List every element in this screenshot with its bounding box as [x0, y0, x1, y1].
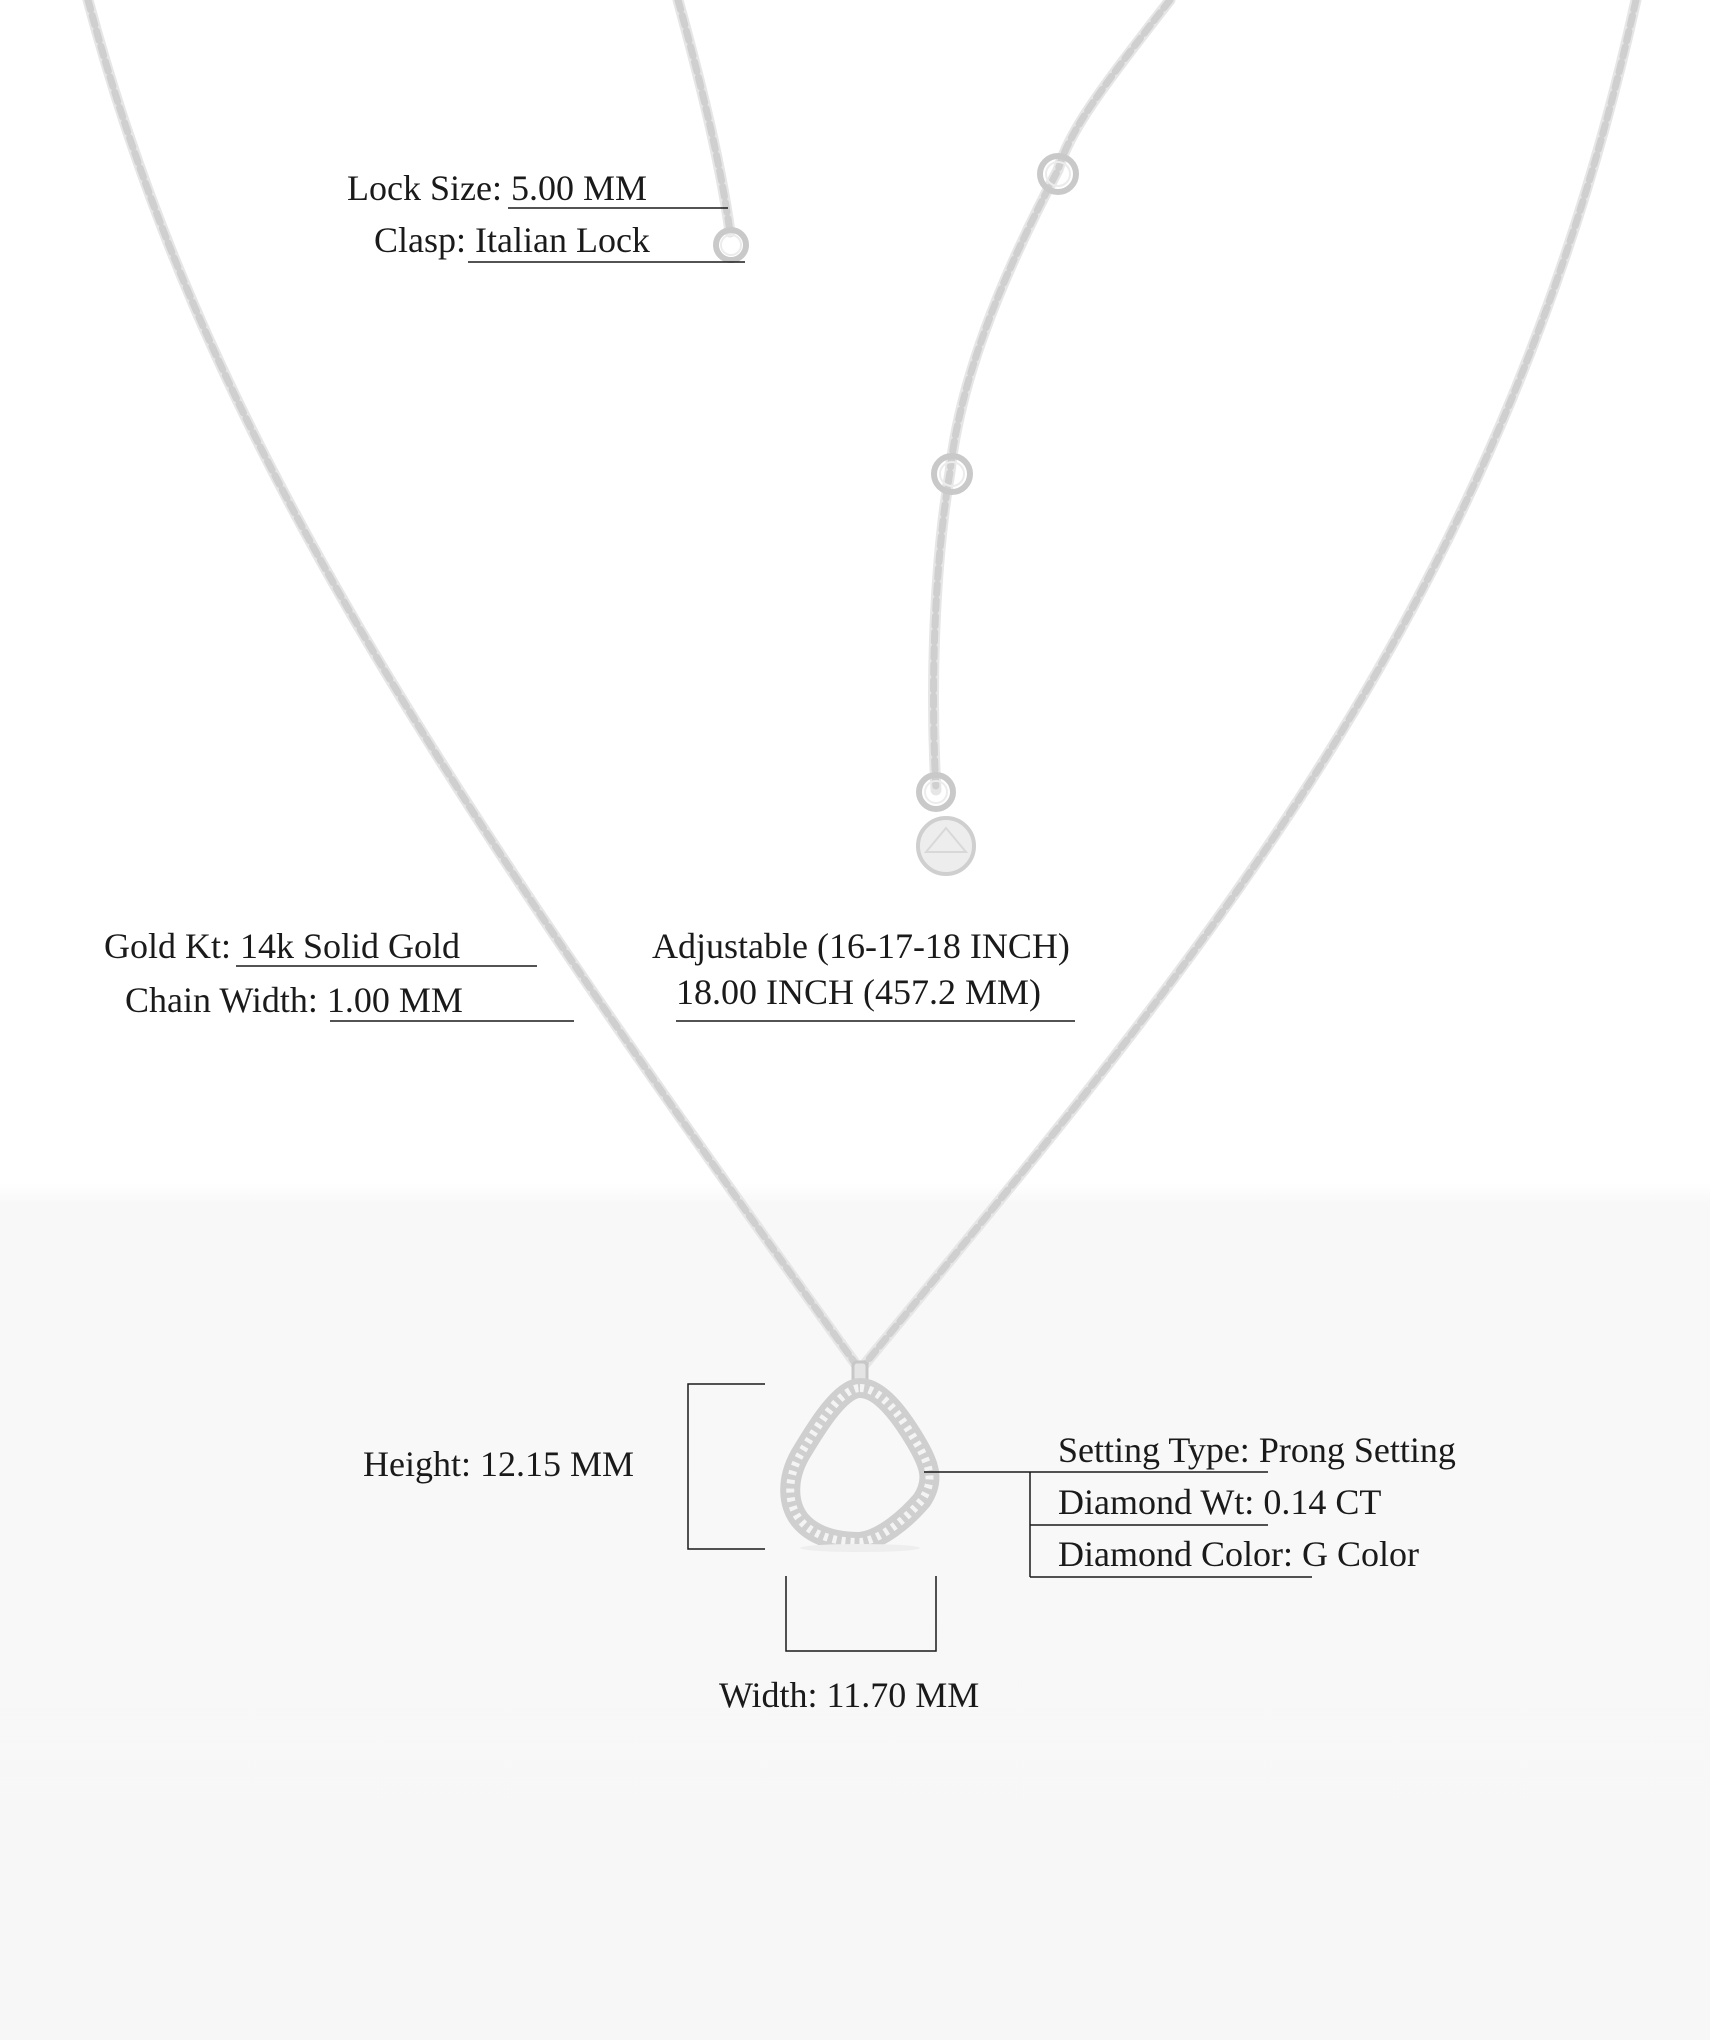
lock-size-spec: [347, 170, 647, 206]
chain-length: 18.00 INCH (457.2 MM): [676, 972, 1041, 1012]
chain-width-spec: [125, 982, 463, 1018]
gold-kt-label: Gold Kt:: [104, 926, 232, 966]
diamond-color-value: G Color: [1301, 1534, 1419, 1574]
clasp-value: Italian Lock: [475, 220, 650, 260]
setting-type-spec: [1058, 1432, 1456, 1468]
lock-size-value: 5.00 MM: [510, 168, 647, 208]
chain-right-links: [860, 0, 1636, 1370]
diamond-color-label: Diamond Color:: [1058, 1534, 1293, 1574]
diamond-wt-label: Diamond Wt:: [1058, 1482, 1255, 1522]
lock-size-label: Lock Size:: [347, 168, 502, 208]
diamond-wt-spec: [1058, 1484, 1381, 1520]
clasp-ring-icon: [716, 230, 746, 260]
chain-width-value: 1.00 MM: [326, 980, 463, 1020]
diamond-color-spec: [1058, 1536, 1419, 1572]
extender-chain: [934, 0, 1170, 790]
setting-type-value: Prong Setting: [1258, 1430, 1456, 1470]
end-tag-icon: [918, 818, 974, 874]
height-spec: Height: 12.15 MM: [363, 1444, 635, 1484]
gold-kt-spec: [104, 928, 460, 964]
chain-width-label: Chain Width:: [125, 980, 318, 1020]
width-spec: Width: 11.70 MM: [719, 1675, 980, 1715]
chain-right: [860, 0, 1636, 1370]
clasp-label: Clasp:: [374, 220, 467, 260]
gold-kt-value: 14k Solid Gold: [240, 926, 461, 966]
setting-type-label: Setting Type:: [1058, 1430, 1250, 1470]
clasp-spec: [374, 222, 650, 258]
pendant-icon: [790, 1388, 929, 1542]
diamond-wt-value: 0.14 CT: [1263, 1482, 1382, 1522]
adjustable-length: Adjustable (16-17-18 INCH): [652, 926, 1070, 966]
